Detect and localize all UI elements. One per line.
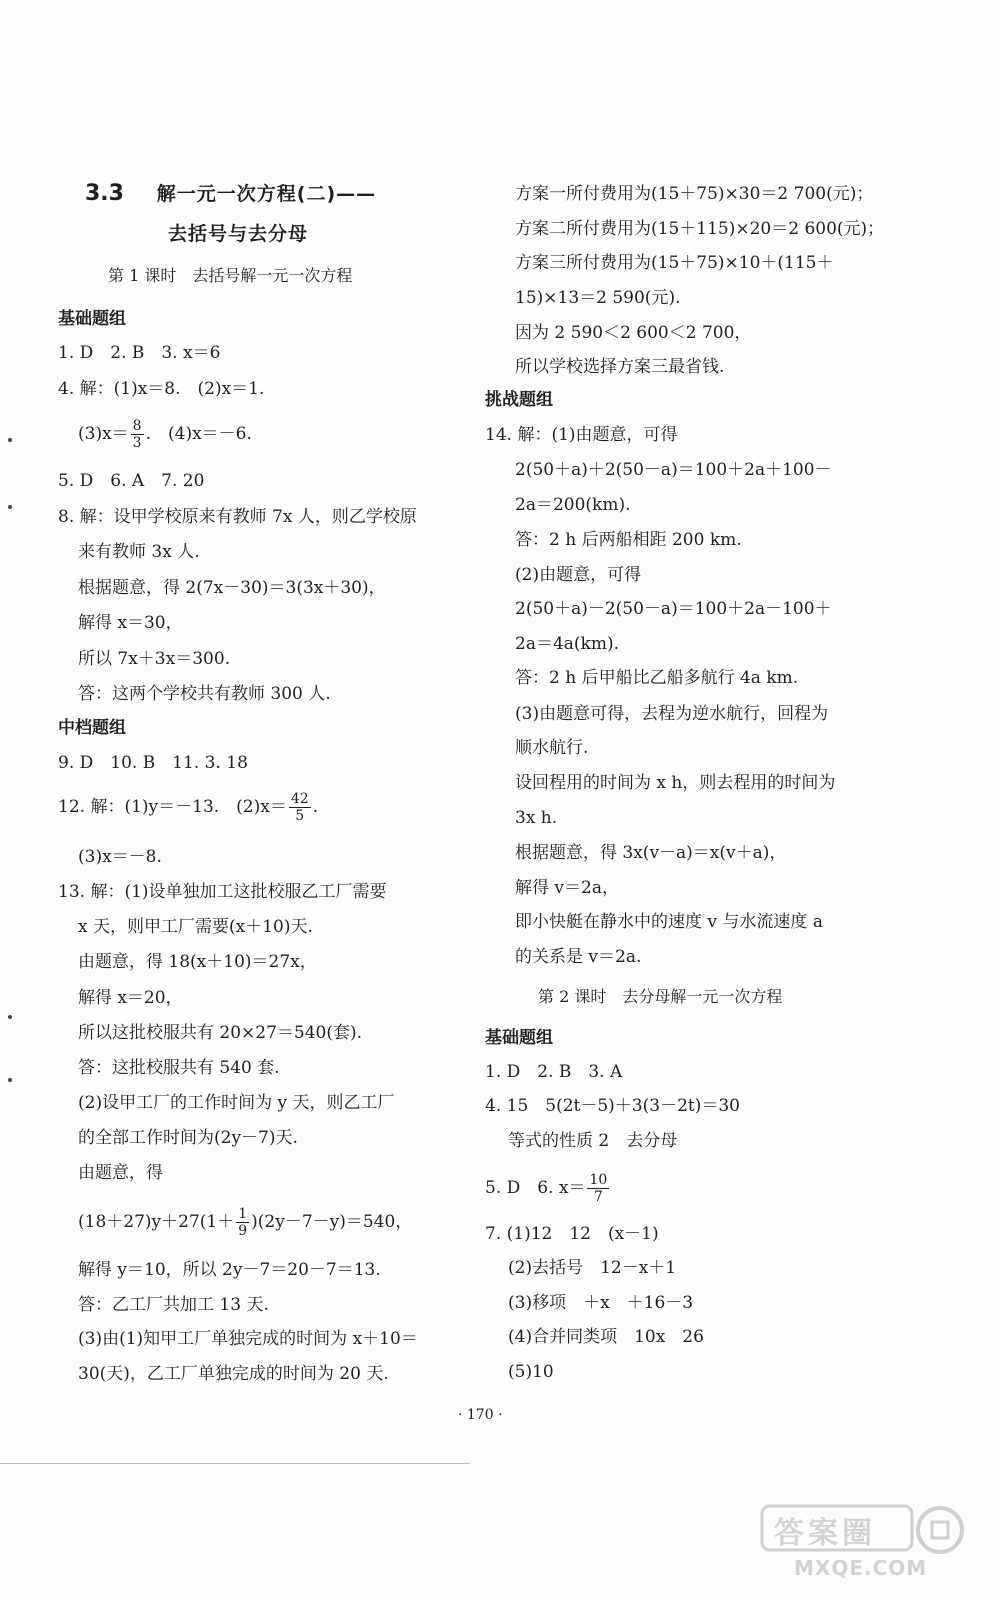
- answer-r4: 15)×13＝2 590(元).: [515, 288, 681, 308]
- margin-dot: [8, 505, 12, 509]
- answer-q14-line14: 解得 v＝2a，: [515, 878, 619, 898]
- answer-q13-line6: 答：这批校服共有 540 套.: [78, 1058, 280, 1078]
- section-number: 3.3: [85, 181, 124, 206]
- section-subtitle: 去括号与去分母: [168, 223, 309, 245]
- margin-dot: [8, 438, 12, 442]
- answer-r2: 方案二所付费用为(15＋115)×20＝2 600(元)；: [515, 219, 885, 239]
- answer-q14-line13: 根据题意，得 3x(v－a)＝x(v＋a)，: [515, 843, 787, 863]
- answer-q5: 5. D 6. A 7. 20: [58, 471, 205, 491]
- answer-q12: [58, 791, 318, 824]
- answer-q14-line4: 答：2 h 后两船相距 200 km.: [515, 530, 742, 550]
- answer-r5: 因为 2 590＜2 600＜2 700，: [515, 323, 752, 343]
- watermark-logo: [760, 1504, 975, 1582]
- answer-q13-line5: 所以这批校服共有 20×27＝540(套).: [78, 1023, 363, 1043]
- answer-q4a: 4. 解：(1)x＝8. (2)x＝1.: [58, 379, 265, 399]
- answer-q8-line6: 答：这两个学校共有教师 300 人.: [78, 684, 331, 704]
- answer-q9: 9. D 10. B 11. 3. 18: [58, 753, 248, 773]
- answer-q14-line3: 2a＝200(km).: [515, 495, 631, 515]
- answer-q14-line15: 即小快艇在静水中的速度 v 与水流速度 a: [515, 912, 823, 932]
- section-title-line1: 解一元一次方程(二)——: [156, 183, 377, 205]
- answer-p7-line2: (2)去括号 12－x＋1: [508, 1258, 677, 1278]
- answer-q14-line5: (2)由题意，可得: [515, 565, 642, 585]
- heading-challenge: 挑战题组: [485, 390, 553, 410]
- watermark-url: MXQE.COM: [794, 1556, 928, 1580]
- answer-q12-3: (3)x＝－8.: [78, 847, 162, 867]
- section-title: [85, 182, 376, 207]
- answer-q13-line2: x 天，则甲工厂需要(x＋10)天.: [78, 917, 313, 937]
- fraction-denominator: 3: [132, 435, 142, 451]
- answer-p7-line3: (3)移项 ＋x ＋16－3: [508, 1293, 694, 1313]
- fraction: [131, 418, 144, 451]
- answer-q13-line8: 的全部工作时间为(2y－7)天.: [78, 1128, 298, 1148]
- answer-p4a: 4. 15 5(2t－5)＋3(3－2t)＝30: [485, 1096, 740, 1116]
- fraction: [587, 1172, 609, 1205]
- answer-p7-line1: 7. (1)12 12 (x－1): [485, 1224, 659, 1244]
- heading-basic-2: 基础题组: [485, 1028, 553, 1048]
- margin-dot: [8, 1015, 12, 1019]
- answer-q14-line6: 2(50＋a)－2(50－a)＝100＋2a－100＋: [515, 599, 832, 619]
- margin-dot: [8, 1078, 12, 1082]
- q12-suffix: .: [312, 797, 319, 817]
- lesson1-title: 第 1 课时 去括号解一元一次方程: [108, 266, 353, 285]
- p5-prefix: 5. D 6. x＝: [485, 1178, 586, 1198]
- answer-r3: 方案三所付费用为(15＋75)×10＋(115＋: [515, 253, 834, 273]
- q12-prefix: 12. 解：(1)y＝－13. (2)x＝: [58, 797, 287, 817]
- fraction-numerator: 1: [238, 1206, 248, 1222]
- answer-q13-line9: 由题意，得: [78, 1163, 163, 1183]
- answer-q14-line16: 的关系是 v＝2a.: [515, 947, 642, 967]
- answer-r6: 所以学校选择方案三最省钱.: [515, 357, 725, 377]
- lesson2-title: 第 2 课时 去分母解一元一次方程: [538, 987, 783, 1006]
- answer-q14-line11: 设回程用的时间为 x h，则去程用的时间为: [515, 773, 836, 793]
- answer-p7-line5: (5)10: [508, 1362, 554, 1382]
- heading-basic: 基础题组: [58, 309, 126, 329]
- fraction: [236, 1206, 249, 1239]
- answer-q1: 1. D 2. B 3. x＝6: [58, 343, 221, 363]
- fraction: [289, 791, 311, 824]
- answer-q14-line7: 2a＝4a(km).: [515, 634, 619, 654]
- fraction-denominator: 9: [238, 1223, 248, 1239]
- q4b-prefix: (3)x＝: [78, 424, 129, 444]
- answer-q14-line8: 答：2 h 后甲船比乙船多航行 4a km.: [515, 668, 799, 688]
- answer-q13-line14: 30(天)，乙工厂单独完成的时间为 20 天.: [78, 1364, 389, 1384]
- answer-q8-line5: 所以 7x＋3x＝300.: [78, 649, 231, 669]
- q4b-suffix: . (4)x＝－6.: [145, 424, 252, 444]
- answer-q13-line4: 解得 x＝20，: [78, 988, 183, 1008]
- answer-r1: 方案一所付费用为(15＋75)×30＝2 700(元)；: [515, 184, 874, 204]
- answer-q14-line10: 顺水航行.: [515, 738, 589, 758]
- answer-q13-line12: 答：乙工厂共加工 13 天.: [78, 1295, 269, 1315]
- answer-q13-line7: (2)设甲工厂的工作时间为 y 天，则乙工厂: [78, 1093, 395, 1113]
- answer-p5: [485, 1172, 611, 1205]
- page-number: · 170 ·: [458, 1407, 503, 1423]
- fraction-numerator: 10: [589, 1172, 608, 1188]
- answer-q13-line11: 解得 y＝10，所以 2y－7＝20－7＝13.: [78, 1260, 381, 1280]
- answer-q14-line2: 2(50＋a)＋2(50－a)＝100＋2a＋100－: [515, 460, 832, 480]
- answer-q4b: [78, 418, 252, 451]
- answer-q8-line1: 8. 解：设甲学校原来有教师 7x 人，则乙学校原: [58, 507, 417, 527]
- bottom-rule: [0, 1463, 470, 1464]
- answer-q8-line3: 根据题意，得 2(7x－30)＝3(3x＋30)，: [78, 578, 386, 598]
- answer-q13-line1: 13. 解：(1)设单独加工这批校服乙工厂需要: [58, 882, 387, 902]
- answer-q14-line12: 3x h.: [515, 808, 558, 828]
- fraction-denominator: 5: [295, 808, 305, 824]
- answer-q13-line13: (3)由(1)知甲工厂单独完成的时间为 x＋10＝: [78, 1329, 418, 1349]
- answer-q8-line4: 解得 x＝30，: [78, 613, 183, 633]
- answer-q13-line10: [78, 1206, 412, 1239]
- fraction-numerator: 42: [290, 791, 309, 807]
- fraction-numerator: 8: [132, 418, 142, 434]
- q13-eq-prefix: (18＋27)y＋27(1＋: [78, 1212, 235, 1232]
- heading-mid: 中档题组: [58, 718, 126, 738]
- watermark-title: 答案圈: [774, 1516, 876, 1551]
- answer-q8-line2: 来有教师 3x 人.: [78, 542, 200, 562]
- q13-eq-suffix: )(2y－7－y)＝540，: [251, 1212, 413, 1232]
- answer-p4b: 等式的性质 2 去分母: [508, 1131, 678, 1151]
- answer-q14-line9: (3)由题意可得，去程为逆水航行，回程为: [515, 704, 829, 724]
- answer-p7-line4: (4)合并同类项 10x 26: [508, 1327, 704, 1347]
- fraction-denominator: 7: [593, 1189, 603, 1205]
- answer-q14-line1: 14. 解：(1)由题意，可得: [485, 425, 678, 445]
- answer-q13-line3: 由题意，得 18(x＋10)＝27x，: [78, 952, 317, 972]
- answer-p1: 1. D 2. B 3. A: [485, 1062, 623, 1082]
